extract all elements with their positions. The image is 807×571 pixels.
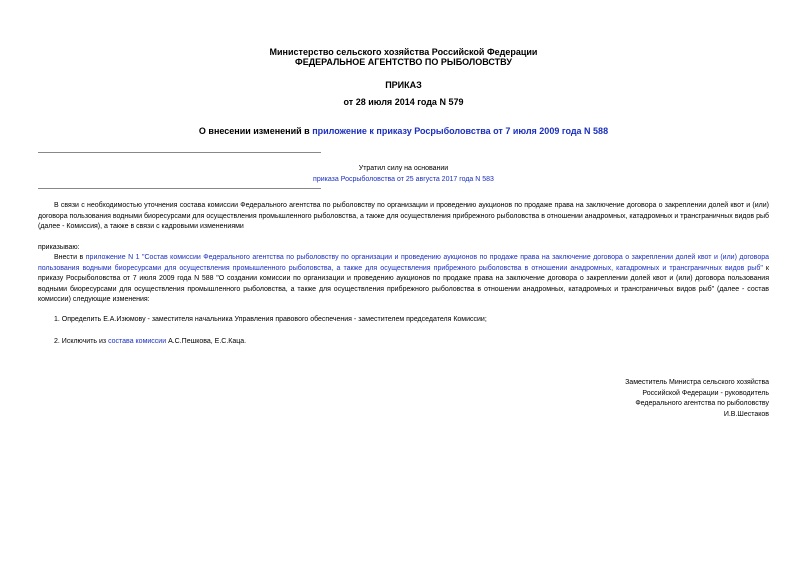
amend-paragraph xyxy=(38,253,769,306)
item-2 xyxy=(38,337,769,348)
amend-prefix: Внести в xyxy=(54,254,86,261)
doc-subject xyxy=(0,126,807,136)
amend-suffix: (далее - состав комиссии) следующие изменения: xyxy=(38,285,769,303)
item-2-suffix: А.С.Пешкова, Е.С.Каца. xyxy=(166,338,247,345)
item-2-prefix: 2. Исключить из xyxy=(54,338,109,345)
signature-line-2: Российской Федерации - руководитель xyxy=(642,389,769,397)
divider-top xyxy=(38,152,321,153)
ministry-name: Министерство сельского хозяйства Российской Федерации xyxy=(269,47,538,57)
doc-date-number: от 28 июля 2014 года N 579 xyxy=(343,97,464,107)
preamble-paragraph: В связи с необходимостью уточнения состава комиссии Федерального агентства по рыболовству по организации и проведению аукционов по продаже права на заключение договора о закреплении долей квот и (или) договора пользования водными биоресурсами для осуществления промышленного рыболовства, а также для осуществления прибрежного рыболовства в отношении анадромных, катадромных и трансграничных видов рыб (далее - Комиссия), а также в связи с кадровыми изменениями xyxy=(38,202,769,230)
signature-line-3: Федерального агентства по рыболовству xyxy=(635,400,769,407)
agency-name: ФЕДЕРАЛЬНОЕ АГЕНТСТВО ПО РЫБОЛОВСТВУ xyxy=(295,57,512,67)
amend-link-appendix[interactable]: приложение N 1 "Состав комиссии Федерального агентства по рыболовству по организации и проведению аукционов по продаже права на заключение договора о закреплении долей квот и (или) договора пользования водными биоресурсами для осуществления промышленного рыболовства, а также для осуществления прибрежного рыболовства в отношении анадромных, катадромных и трансграничных видов рыб" xyxy=(38,254,769,272)
order-word: приказываю: xyxy=(38,244,80,251)
divider-bottom xyxy=(38,188,321,189)
doc-type: ПРИКАЗ xyxy=(385,80,422,90)
commission-link[interactable]: состава комиссии xyxy=(108,338,167,345)
item-1: 1. Определить Е.А.Изюмову - заместителя начальника Управления правового обеспечения - заместителем председателя Комиссии; xyxy=(54,316,487,323)
signature-line-1: Заместитель Министра сельского хозяйства xyxy=(625,379,769,386)
lost-force-note xyxy=(0,163,807,185)
lost-force-link[interactable]: приказа Росрыболовства от 25 августа 2017 года N 583 xyxy=(313,176,494,183)
subject-prefix: О внесении изменений в xyxy=(198,126,313,136)
signature-block xyxy=(625,378,769,420)
amend-middle: к приказу Росрыболовства от 7 июля 2009 года N 588 "О создании комиссии по организации и проведению аукционов по продаже права на заключение договора о закреплении долей квот и (или) договора пользования водными биоресурсами для осуществления промышленного рыболовства, а также для осуществления прибрежного рыболовства в отношении анадромных, катадромных и трансграничных видов рыб" xyxy=(38,264,769,293)
subject-link[interactable]: приложение к приказу Росрыболовства от 7 июля 2009 года N 588 xyxy=(312,126,609,136)
signature-name: И.В.Шестаков xyxy=(723,410,769,418)
lost-force-text: Утратил силу на основании xyxy=(358,165,449,172)
